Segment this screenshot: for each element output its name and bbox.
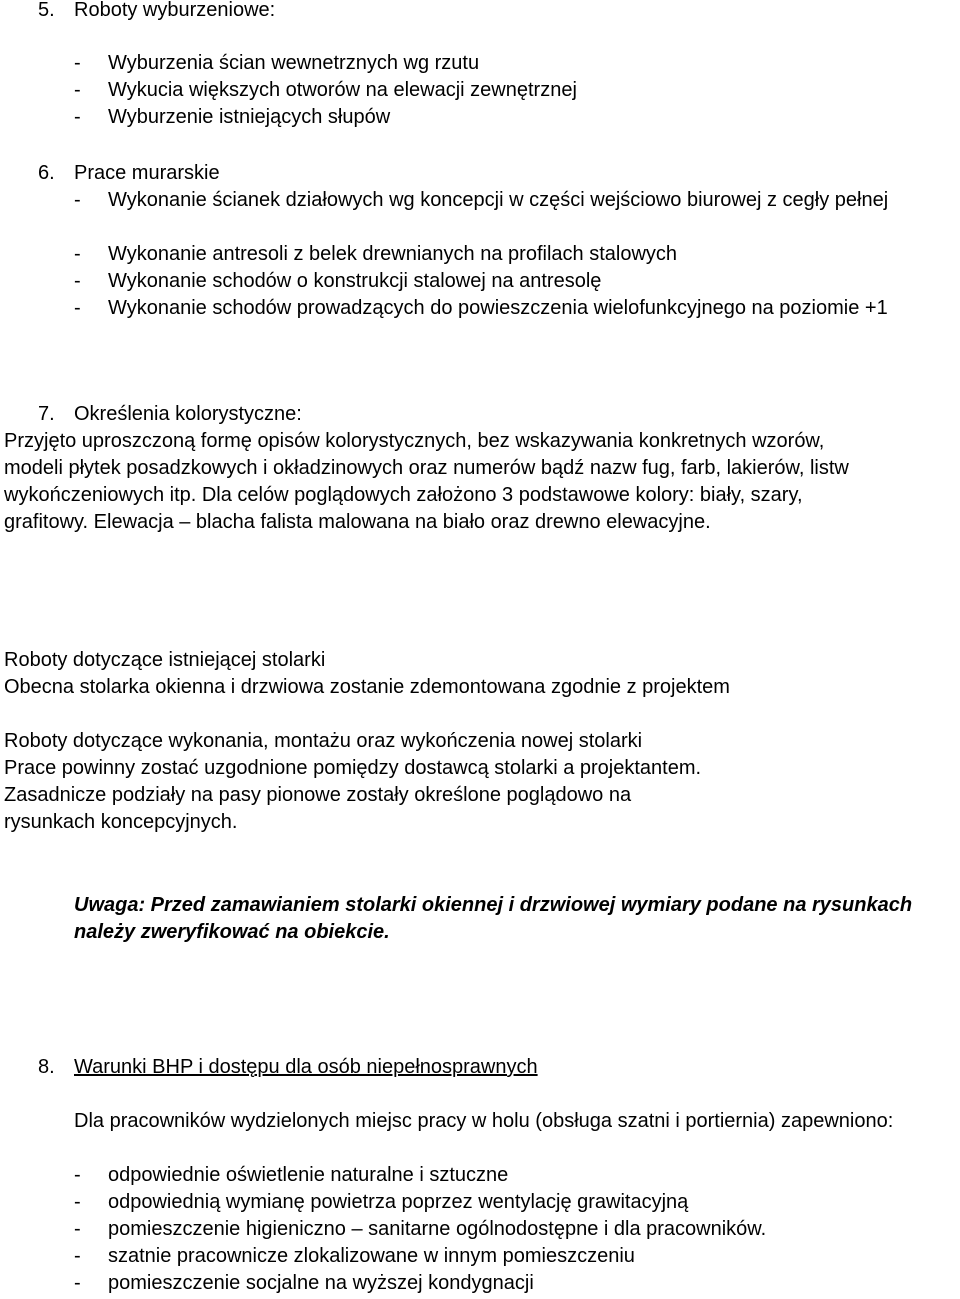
section-6-title: Prace murarskie bbox=[74, 162, 220, 184]
bullet-dash: - bbox=[74, 52, 81, 74]
list-item: odpowiednią wymianę powietrza poprzez wentylację grawitacyjną bbox=[108, 1191, 689, 1213]
list-item: Wykonanie schodów o konstrukcji stalowej na antresolę bbox=[108, 270, 602, 292]
warning-note: Uwaga: Przed zamawianiem stolarki okiennej i drzwiowej wymiary podane na rysunkach należy zweryfikować na obiekcie. bbox=[74, 894, 913, 943]
section-8-number: 8. bbox=[38, 1056, 55, 1078]
existing-joinery-text: Obecna stolarka okienna i drzwiowa zostanie zdemontowana zgodnie z projektem bbox=[4, 676, 730, 698]
section-7-title: Określenia kolorystyczne: bbox=[74, 403, 302, 425]
section-7-paragraph: Przyjęto uproszczoną formę opisów kolorystycznych, bez wskazywania konkretnych wzorów, modeli płytek posadzkowych i okładzinowych oraz numerów bądź nazw fug, farb, lakierów, listw wykończeniowych itp. Dla celów poglądowych założono 3 podstawowe kolory: biały, szary, grafitowy. Elewacja – blacha falista malowana na biało oraz drewno elewacyjne. bbox=[4, 430, 849, 533]
list-item: pomieszczenie higieniczno – sanitarne ogólnodostępne i dla pracowników. bbox=[108, 1218, 767, 1240]
new-joinery-text: Prace powinny zostać uzgodnione pomiędzy dostawcą stolarki a projektantem. Zasadnicze podziały na pasy pionowe zostały określone poglądowo na rysunkach koncepcyjnych. bbox=[4, 757, 702, 833]
section-8-title: Warunki BHP i dostępu dla osób niepełnosprawnych bbox=[74, 1056, 538, 1078]
bullet-dash: - bbox=[74, 1245, 81, 1267]
existing-joinery-title: Roboty dotyczące istniejącej stolarki bbox=[4, 649, 326, 671]
section-8-intro: Dla pracowników wydzielonych miejsc pracy w holu (obsługa szatni i portiernia) zapewniono: bbox=[74, 1110, 894, 1132]
bullet-dash: - bbox=[74, 270, 81, 292]
list-item: Wykonanie ścianek działowych wg koncepcji w części wejściowo biurowej z cegły pełnej bbox=[108, 189, 889, 211]
section-6-number: 6. bbox=[38, 162, 55, 184]
bullet-dash: - bbox=[74, 189, 81, 211]
new-joinery-title: Roboty dotyczące wykonania, montażu oraz wykończenia nowej stolarki bbox=[4, 730, 643, 752]
section-5-number: 5. bbox=[38, 0, 55, 21]
bullet-dash: - bbox=[74, 79, 81, 101]
list-item: pomieszczenie socjalne na wyższej kondygnacji bbox=[108, 1272, 534, 1294]
section-7-number: 7. bbox=[38, 403, 55, 425]
bullet-dash: - bbox=[74, 1191, 81, 1213]
bullet-dash: - bbox=[74, 297, 81, 319]
list-item: Wyburzenia ścian wewnetrznych wg rzutu bbox=[108, 52, 480, 74]
bullet-dash: - bbox=[74, 243, 81, 265]
bullet-dash: - bbox=[74, 1272, 81, 1294]
list-item: Wykonanie schodów prowadzących do powieszczenia wielofunkcyjnego na poziomie +1 bbox=[108, 297, 888, 319]
list-item: Wykonanie antresoli z belek drewnianych na profilach stalowych bbox=[108, 243, 678, 265]
bullet-dash: - bbox=[74, 1164, 81, 1186]
list-item: szatnie pracownicze zlokalizowane w innym pomieszczeniu bbox=[108, 1245, 635, 1267]
list-item: Wykucia większych otworów na elewacji zewnętrznej bbox=[108, 79, 577, 101]
section-5-title: Roboty wyburzeniowe: bbox=[74, 0, 276, 21]
bullet-dash: - bbox=[74, 106, 81, 128]
list-item: odpowiednie oświetlenie naturalne i sztuczne bbox=[108, 1164, 509, 1186]
list-item: Wyburzenie istniejących słupów bbox=[108, 106, 391, 128]
bullet-dash: - bbox=[74, 1218, 81, 1240]
